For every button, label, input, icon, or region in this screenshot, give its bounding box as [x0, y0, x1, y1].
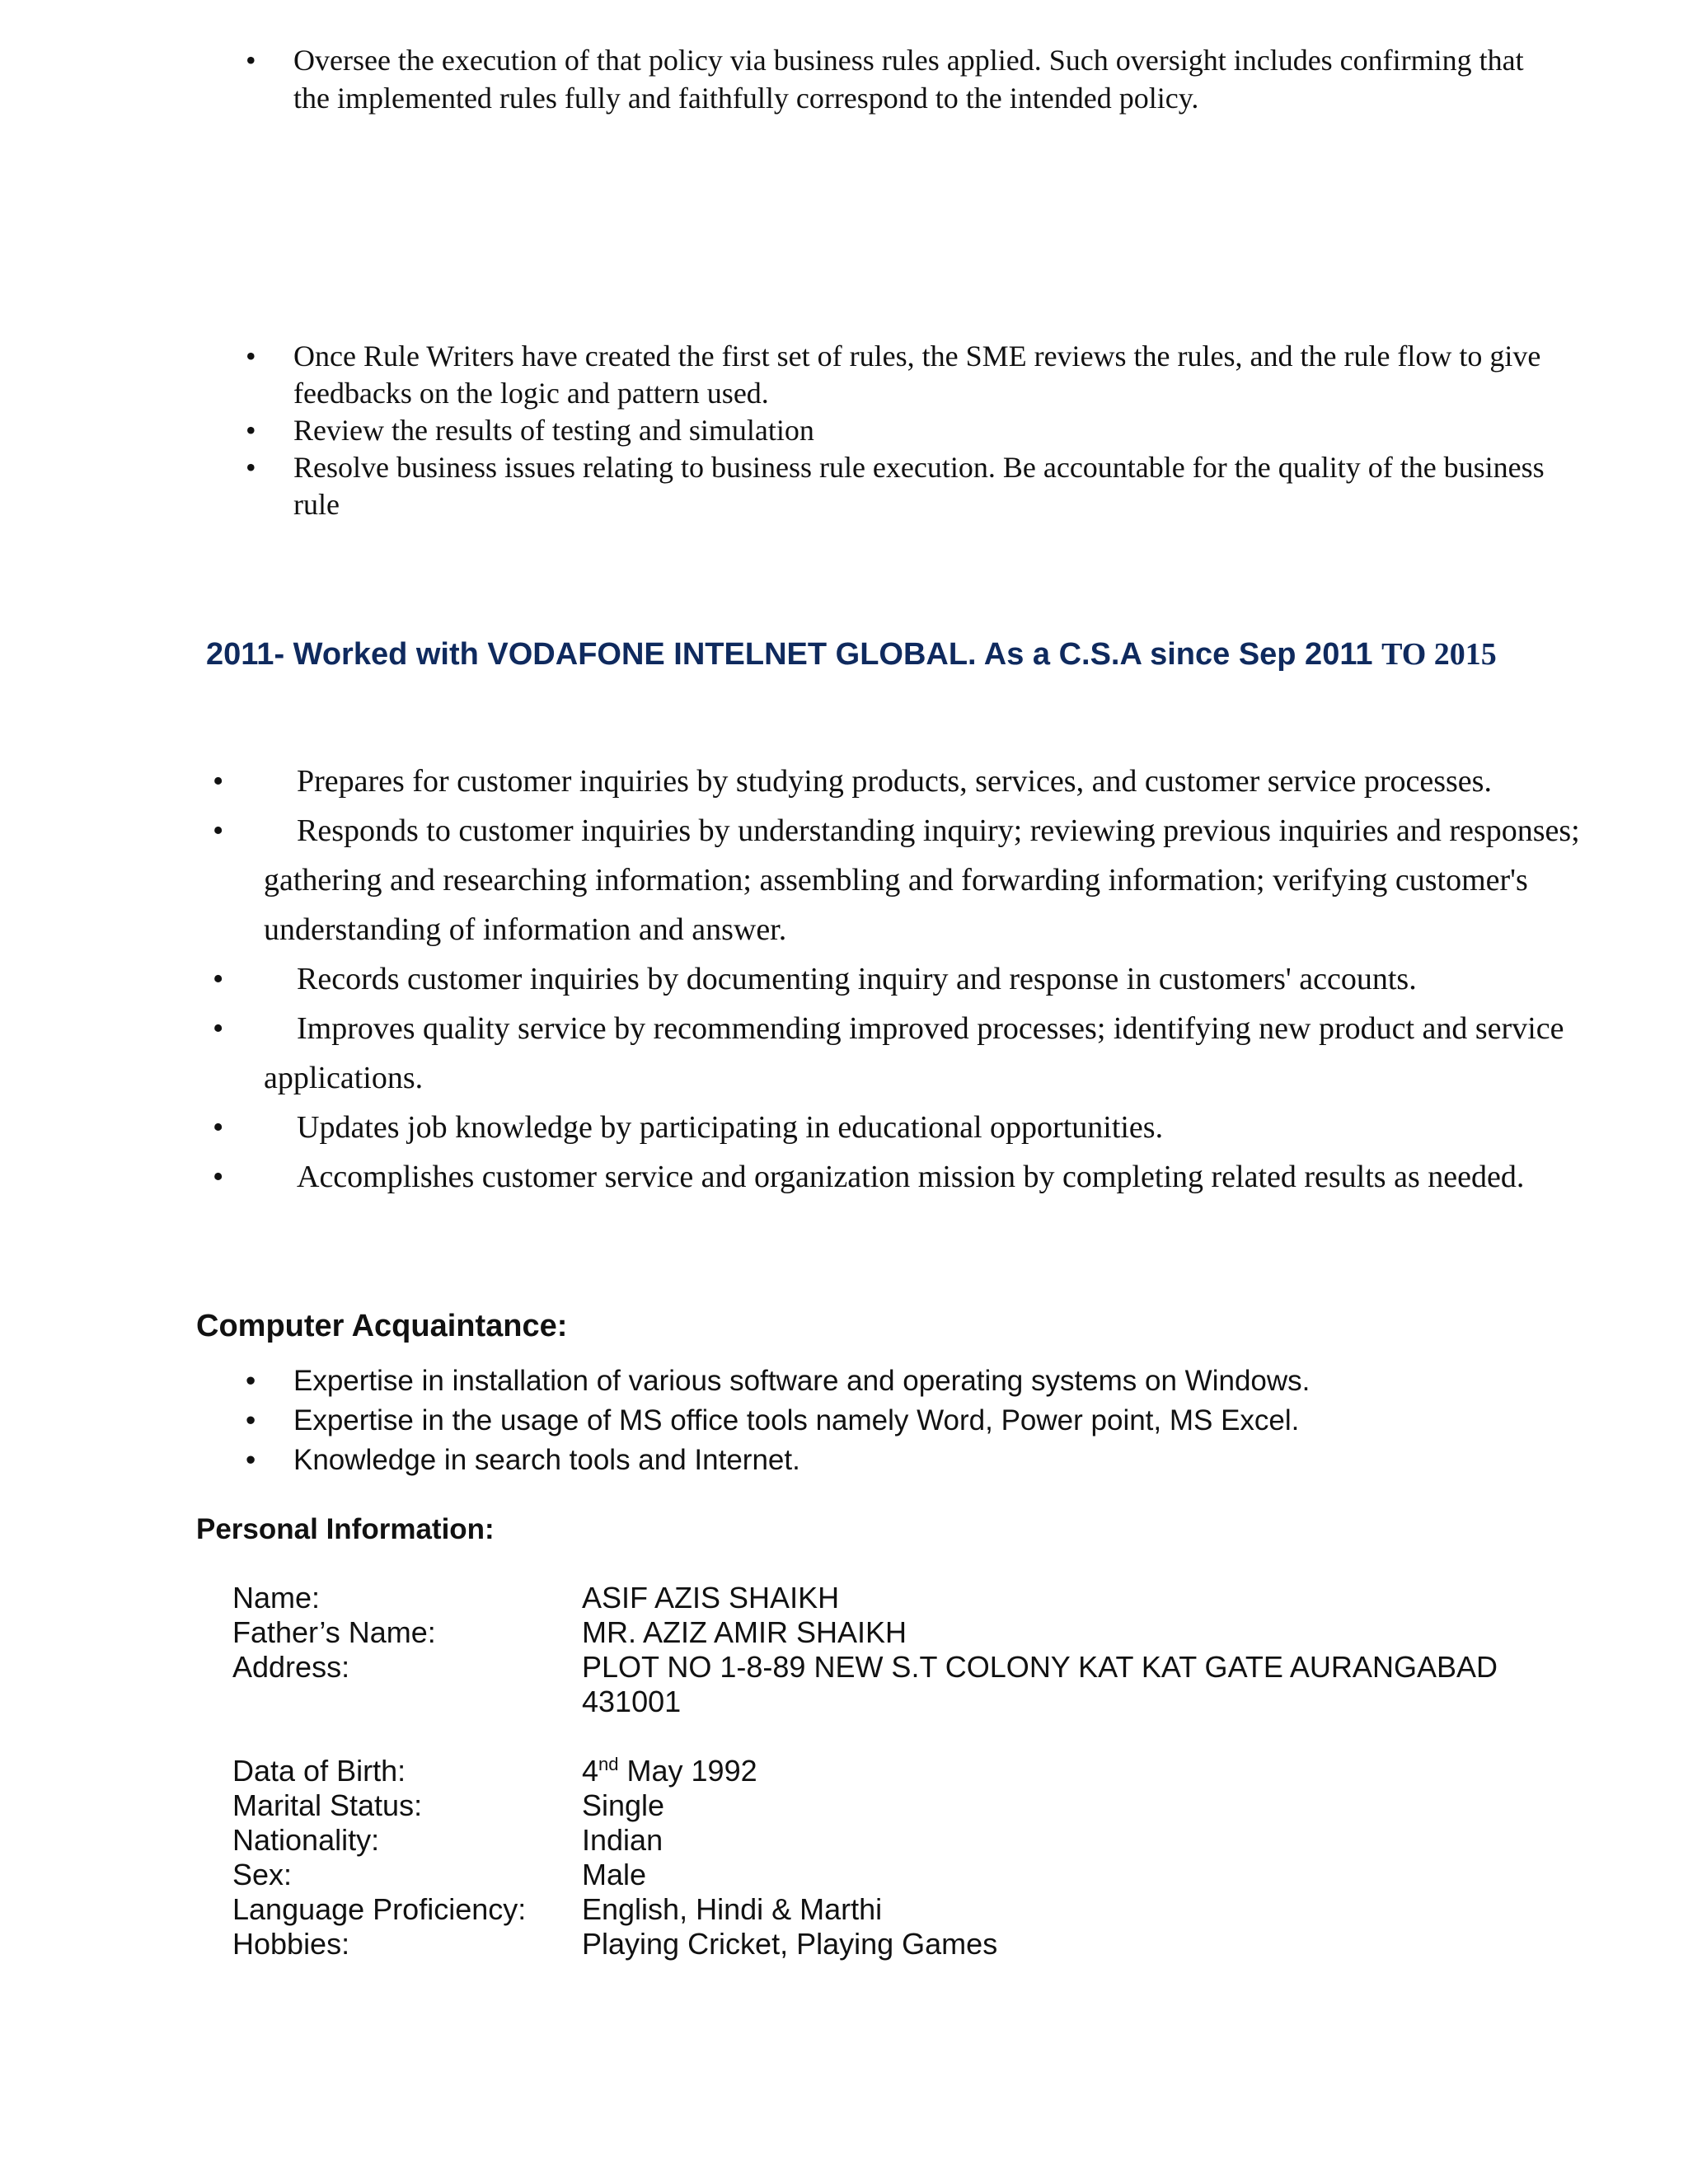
personal-row-dob: [232, 1754, 1584, 1788]
personal-row-sex: [232, 1858, 1584, 1892]
personal-row-address: [232, 1650, 1584, 1719]
field-value: Single: [582, 1788, 665, 1822]
computer-skills-list: [246, 1361, 1564, 1480]
list-item: • Knowledge in search tools and Internet.: [246, 1441, 1564, 1480]
personal-row-hobbies: [232, 1927, 1584, 1961]
field-value: Playing Cricket, Playing Games: [582, 1927, 998, 1961]
list-item: • Updates job knowledge by participating in educational opportunities.: [213, 1103, 1581, 1152]
job-duties-list: [213, 757, 1581, 1202]
field-value: MR. AZIZ AMIR SHAIKH: [582, 1615, 907, 1649]
bullet-icon: •: [213, 813, 224, 848]
list-item: • Responds to customer inquiries by understanding inquiry; reviewing previous inquiries and responses; gathering and researching information; assembling and forwarding information; verifying customer's understanding of information and answer.: [213, 806, 1581, 954]
bullet-icon: •: [213, 1160, 224, 1194]
spacer: [232, 1719, 1584, 1754]
field-label: Address:: [232, 1650, 350, 1684]
list-item: • Expertise in the usage of MS office tools namely Word, Power point, MS Excel.: [246, 1401, 1564, 1441]
list-item: • Prepares for customer inquiries by studying products, services, and customer service processes.: [213, 757, 1581, 806]
bullet-icon: •: [213, 1110, 224, 1145]
personal-row-nationality: [232, 1823, 1584, 1858]
field-value: Indian: [582, 1823, 663, 1857]
list-item: • Review the results of testing and simulation: [246, 412, 1564, 449]
policy-bullet-list-b: [246, 338, 1564, 523]
field-value: ASIF AZIS SHAIKH: [582, 1581, 840, 1615]
computer-section-title: Computer Acquaintance:: [196, 1309, 568, 1343]
personal-row-marital: [232, 1788, 1584, 1823]
personal-section-title: Personal Information:: [196, 1513, 495, 1545]
field-value: Male: [582, 1858, 647, 1891]
bullet-icon: •: [246, 44, 256, 77]
field-label: Hobbies:: [232, 1927, 350, 1961]
personal-row-language: [232, 1892, 1584, 1927]
bullet-icon: •: [213, 764, 224, 799]
policy-bullet-list-a: [246, 41, 1564, 117]
list-item: • Accomplishes customer service and organization mission by completing related results as needed.: [213, 1152, 1581, 1202]
field-label: Sex:: [232, 1858, 293, 1891]
job-heading-main: 2011- Worked with VODAFONE INTELNET GLOBAL. As a C.S.A since Sep 2011: [206, 637, 1382, 672]
list-item: • Records customer inquiries by documenting inquiry and response in customers' accounts.: [213, 954, 1581, 1004]
field-label: Nationality:: [232, 1823, 380, 1857]
bullet-icon: •: [246, 451, 256, 484]
field-label: Name:: [232, 1581, 321, 1615]
field-value: 4nd May 1992: [582, 1754, 757, 1788]
field-label: Data of Birth:: [232, 1754, 406, 1788]
bullet-icon: •: [213, 1011, 224, 1046]
job-heading-tail: TO 2015: [1381, 637, 1497, 672]
personal-row-name: [232, 1581, 1584, 1615]
field-label: Father’s Name:: [232, 1615, 436, 1649]
list-item: • Once Rule Writers have created the first set of rules, the SME reviews the rules, and the rule flow to give feedbacks on the logic and pattern used.: [246, 340, 1541, 410]
field-label: Marital Status:: [232, 1788, 423, 1822]
bullet-icon: •: [246, 1444, 256, 1476]
bullet-icon: •: [246, 1365, 256, 1397]
personal-row-father: [232, 1615, 1584, 1650]
list-item: • Resolve business issues relating to business rule execution. Be accountable for the quality of the business rule: [246, 451, 1545, 521]
bullet-icon: •: [246, 1404, 256, 1436]
list-item: • Oversee the execution of that policy via business rules applied. Such oversight includes confirming that the implemented rules fully and faithfully correspond to the intended policy.: [246, 41, 1564, 117]
field-value: English, Hindi & Marthi: [582, 1892, 883, 1926]
field-label: Language Proficiency:: [232, 1892, 527, 1926]
personal-info-table: [232, 1581, 1584, 1961]
bullet-icon: •: [246, 340, 256, 373]
bullet-icon: •: [246, 414, 256, 447]
job-heading: [196, 633, 1581, 676]
list-item: • Expertise in installation of various software and operating systems on Windows.: [246, 1361, 1564, 1401]
field-value: PLOT NO 1-8-89 NEW S.T COLONY KAT KAT GATE AURANGABAD 431001: [582, 1650, 1498, 1718]
bullet-icon: •: [213, 962, 224, 996]
list-item: • Improves quality service by recommending improved processes; identifying new product and service applications.: [213, 1004, 1581, 1103]
